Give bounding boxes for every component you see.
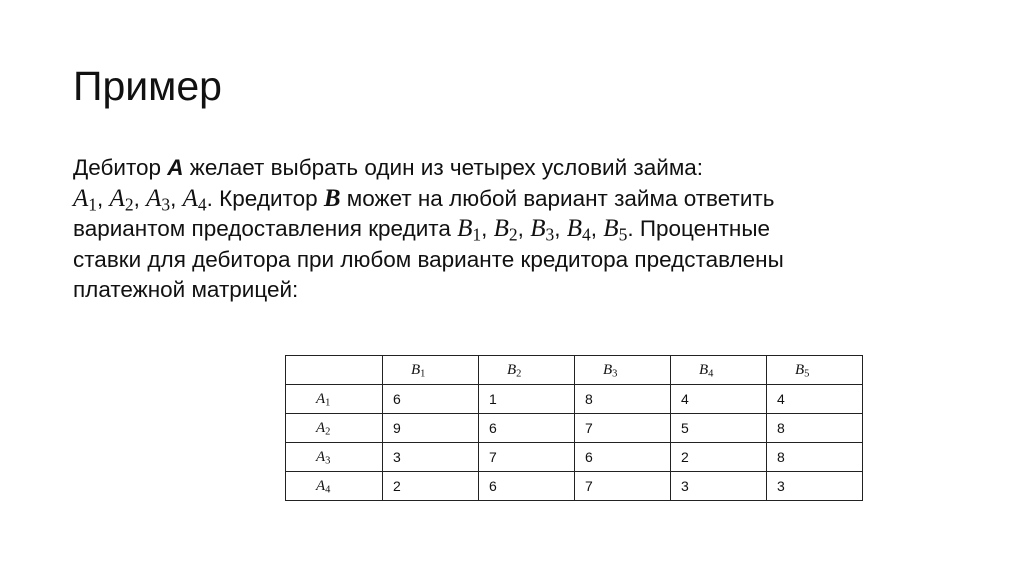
matrix-cell: 7 <box>575 414 671 443</box>
matrix-cell: 3 <box>767 472 863 501</box>
statement-line-2 <box>73 184 973 215</box>
option-a1: $A_1$ <box>73 184 98 214</box>
matrix-cell: 4 <box>767 385 863 414</box>
matrix-row <box>286 472 863 501</box>
matrix-col-header: B1 <box>383 356 479 385</box>
matrix-cell: 8 <box>767 414 863 443</box>
matrix-cell: 2 <box>671 443 767 472</box>
separator: , <box>481 216 494 241</box>
matrix-col-header: B4 <box>671 356 767 385</box>
matrix-cell: 7 <box>479 443 575 472</box>
option-a2: $A_2$ <box>109 184 134 214</box>
matrix-row-header: A4 <box>286 472 383 501</box>
payoff-matrix <box>285 355 863 501</box>
separator: , <box>554 216 567 241</box>
matrix-cell: 9 <box>383 414 479 443</box>
statement-line-5: платежной матрицей: <box>73 277 299 302</box>
text-creditor: . Кредитор <box>206 185 324 211</box>
matrix-row-header: A1 <box>286 385 383 414</box>
matrix-cell: 1 <box>479 385 575 414</box>
matrix-cell: 2 <box>383 472 479 501</box>
problem-statement <box>73 153 973 306</box>
matrix-col-header: B3 <box>575 356 671 385</box>
matrix-row <box>286 443 863 472</box>
matrix-row <box>286 385 863 414</box>
matrix-cell: 6 <box>575 443 671 472</box>
matrix-cell: 6 <box>479 414 575 443</box>
text-debtor: Дебитор <box>73 155 168 180</box>
separator: , <box>97 185 110 211</box>
option-b4: $B_4$ <box>566 215 591 245</box>
separator: , <box>170 185 183 211</box>
matrix-cell: 6 <box>383 385 479 414</box>
matrix-corner-cell <box>286 356 383 385</box>
matrix-row-header: A2 <box>286 414 383 443</box>
matrix-cell: 3 <box>383 443 479 472</box>
matrix-cell: 7 <box>575 472 671 501</box>
creditor-symbol: B <box>323 184 341 212</box>
matrix-cell: 6 <box>479 472 575 501</box>
statement-line-4: ставки для дебитора при любом варианте кредитора представлены <box>73 246 784 272</box>
option-a4: $A_4$ <box>182 184 207 214</box>
matrix-header-row <box>286 356 863 385</box>
option-a3: $A_3$ <box>146 184 171 214</box>
slide-title: Пример <box>73 63 222 109</box>
matrix-row-header: A3 <box>286 443 383 472</box>
text-credit-variant: вариантом предоставления кредита <box>73 216 458 241</box>
matrix-cell: 5 <box>671 414 767 443</box>
option-b5: $B_5$ <box>603 215 628 245</box>
option-b1: $B_1$ <box>457 215 482 245</box>
matrix-cell: 8 <box>767 443 863 472</box>
separator: , <box>133 185 147 211</box>
text-can-answer: может на любой вариант займа ответить <box>340 185 775 211</box>
matrix-col-header: B5 <box>767 356 863 385</box>
text-interest: . Процентные <box>627 216 771 241</box>
matrix-cell: 8 <box>575 385 671 414</box>
matrix-cell: 3 <box>671 472 767 501</box>
option-b3: $B_3$ <box>530 215 555 245</box>
statement-line-1 <box>73 153 973 184</box>
matrix-cell: 4 <box>671 385 767 414</box>
text-wants: желает выбрать один из четырех условий займа: <box>183 155 704 180</box>
statement-line-3 <box>73 214 973 245</box>
debtor-symbol: A <box>167 155 184 180</box>
matrix-row <box>286 414 863 443</box>
option-b2: $B_2$ <box>493 215 518 245</box>
separator: , <box>590 216 604 241</box>
separator: , <box>517 216 531 241</box>
matrix-col-header: B2 <box>479 356 575 385</box>
